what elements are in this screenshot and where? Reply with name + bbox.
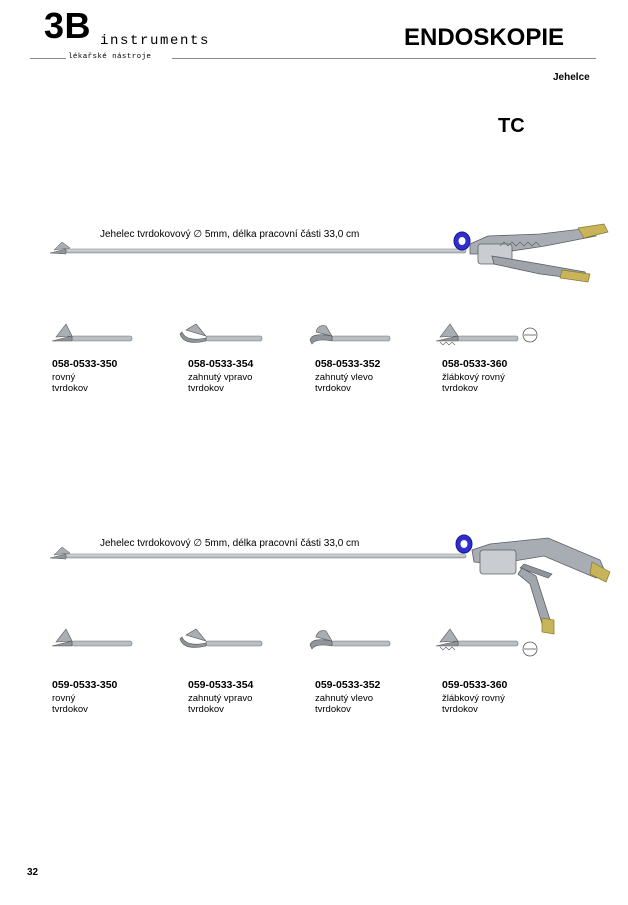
instrument-2-label: Jehelec tvrdokovový ∅ 5mm, délka pracovní části 33,0 cm [100, 538, 360, 549]
logo-3b: 3B [44, 5, 92, 46]
product-material: tvrdokov [442, 704, 478, 715]
section-title: ENDOSKOPIE [404, 24, 565, 51]
product-description: rovný [52, 693, 76, 704]
product-description: zahnutý vpravo [188, 693, 253, 704]
series-label: TC [498, 115, 525, 137]
needle-holder-inline-image [0, 224, 628, 284]
tip-curved-right-icon [176, 320, 266, 350]
product-code: 058-0533-352 [315, 358, 381, 370]
product-code: 059-0533-352 [315, 679, 381, 691]
tip-straight-icon [48, 320, 138, 350]
product-code: 059-0533-354 [188, 679, 254, 691]
product-material: tvrdokov [188, 704, 224, 715]
product-material: tvrdokov [188, 383, 224, 394]
product-material: tvrdokov [442, 383, 478, 394]
page-number: 32 [27, 867, 39, 878]
product-description: zahnutý vlevo [315, 372, 374, 383]
product-description: žlábkový rovný [442, 693, 505, 704]
needle-holder-pistol-image [0, 534, 628, 634]
logo-tagline: lékařské nástroje [68, 53, 152, 61]
tip-grooved-straight-icon [432, 625, 562, 655]
product-description: zahnutý vlevo [315, 693, 374, 704]
product-description: zahnutý vpravo [188, 372, 253, 383]
product-material: tvrdokov [315, 704, 351, 715]
product-code: 058-0533-350 [52, 358, 118, 370]
product-material: tvrdokov [52, 383, 88, 394]
header-rule-right [172, 58, 596, 59]
product-description: rovný [52, 372, 76, 383]
product-code: 059-0533-360 [442, 679, 508, 691]
instrument-1-label: Jehelec tvrdokovový ∅ 5mm, délka pracovní části 33,0 cm [100, 229, 360, 240]
tip-straight-icon [48, 625, 138, 655]
product-description: žlábkový rovný [442, 372, 505, 383]
product-material: tvrdokov [315, 383, 351, 394]
product-material: tvrdokov [52, 704, 88, 715]
tip-curved-left-icon [304, 320, 394, 350]
product-code: 058-0533-354 [188, 358, 254, 370]
logo-instruments: instruments [100, 33, 211, 49]
tip-curved-right-icon [176, 625, 266, 655]
tip-grooved-straight-icon [432, 320, 562, 350]
product-code: 059-0533-350 [52, 679, 118, 691]
tip-curved-left-icon [304, 625, 394, 655]
header-rule-left [30, 58, 66, 59]
product-code: 058-0533-360 [442, 358, 508, 370]
category-label: Jehelce [553, 72, 590, 83]
